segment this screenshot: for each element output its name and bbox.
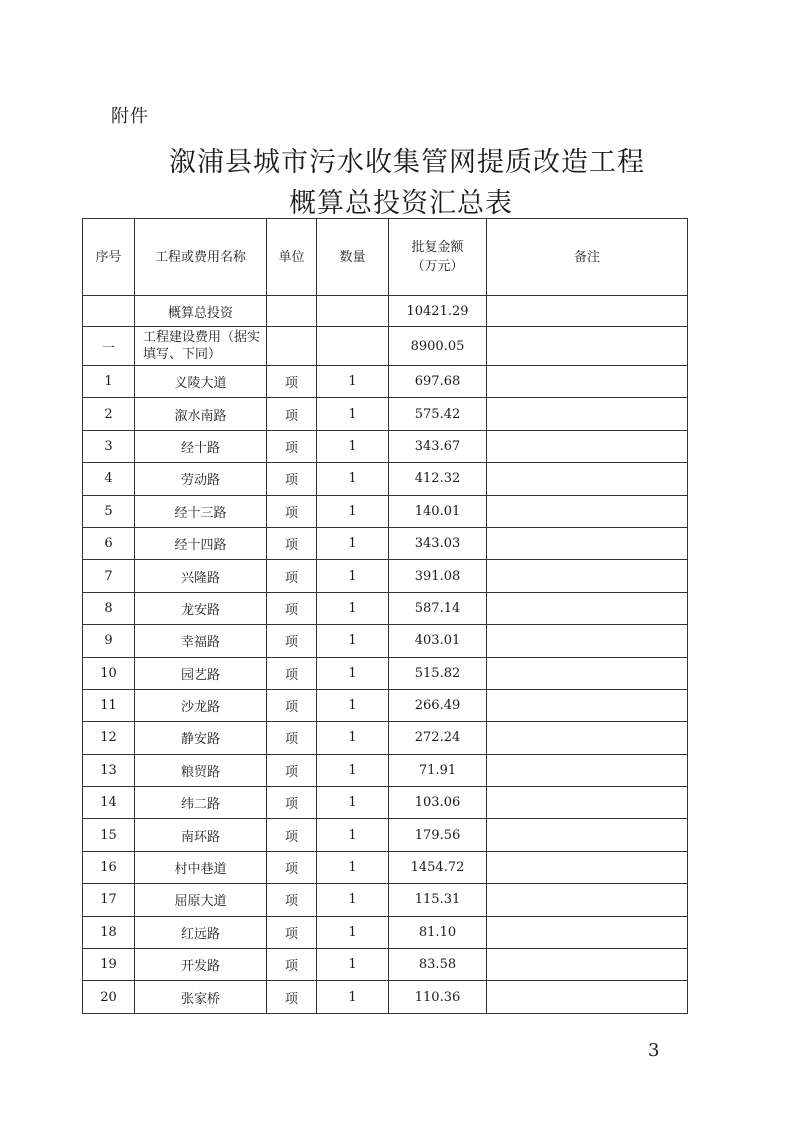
cell-qty: 1 bbox=[317, 722, 389, 754]
cell-seq: 3 bbox=[83, 430, 135, 462]
section-name: 工程建设费用（据实填写、下同） bbox=[135, 327, 267, 366]
section-unit bbox=[267, 327, 317, 366]
table-row bbox=[83, 560, 688, 592]
cell-amount: 140.01 bbox=[389, 495, 487, 527]
cell-qty: 1 bbox=[317, 366, 389, 398]
cell-unit: 项 bbox=[267, 787, 317, 819]
table-row bbox=[83, 722, 688, 754]
total-name: 概算总投资 bbox=[135, 296, 267, 327]
cell-remarks bbox=[487, 754, 688, 786]
table-row bbox=[83, 592, 688, 624]
cell-name: 屈原大道 bbox=[135, 884, 267, 916]
section-qty bbox=[317, 327, 389, 366]
cell-seq: 12 bbox=[83, 722, 135, 754]
cell-qty: 1 bbox=[317, 819, 389, 851]
cell-remarks bbox=[487, 689, 688, 721]
cell-remarks bbox=[487, 592, 688, 624]
cell-amount: 587.14 bbox=[389, 592, 487, 624]
investment-summary-table bbox=[82, 218, 688, 1014]
cell-seq: 18 bbox=[83, 916, 135, 948]
cell-amount: 343.03 bbox=[389, 527, 487, 559]
section-remarks bbox=[487, 327, 688, 366]
cell-unit: 项 bbox=[267, 754, 317, 786]
table-row bbox=[83, 819, 688, 851]
table-row bbox=[83, 949, 688, 981]
cell-amount: 343.67 bbox=[389, 430, 487, 462]
table-row bbox=[83, 851, 688, 883]
table-row bbox=[83, 884, 688, 916]
table-row bbox=[83, 398, 688, 430]
cell-name: 红远路 bbox=[135, 916, 267, 948]
cell-seq: 5 bbox=[83, 495, 135, 527]
cell-unit: 项 bbox=[267, 366, 317, 398]
cell-seq: 11 bbox=[83, 689, 135, 721]
cell-remarks bbox=[487, 819, 688, 851]
table-row bbox=[83, 463, 688, 495]
cell-name: 粮贸路 bbox=[135, 754, 267, 786]
cell-remarks bbox=[487, 430, 688, 462]
cell-remarks bbox=[487, 495, 688, 527]
cell-qty: 1 bbox=[317, 527, 389, 559]
cell-qty: 1 bbox=[317, 689, 389, 721]
document-title: 溆浦县城市污水收集管网提质改造工程 bbox=[169, 147, 645, 178]
table-row bbox=[83, 754, 688, 786]
cell-qty: 1 bbox=[317, 754, 389, 786]
cell-unit: 项 bbox=[267, 592, 317, 624]
cell-qty: 1 bbox=[317, 884, 389, 916]
section-row bbox=[83, 327, 688, 366]
table-row bbox=[83, 366, 688, 398]
cell-name: 经十四路 bbox=[135, 527, 267, 559]
cell-unit: 项 bbox=[267, 689, 317, 721]
cell-remarks bbox=[487, 366, 688, 398]
cell-name: 静安路 bbox=[135, 722, 267, 754]
cell-amount: 412.32 bbox=[389, 463, 487, 495]
cell-name: 溆水南路 bbox=[135, 398, 267, 430]
cell-remarks bbox=[487, 787, 688, 819]
cell-seq: 20 bbox=[83, 981, 135, 1013]
cell-name: 沙龙路 bbox=[135, 689, 267, 721]
cell-unit: 项 bbox=[267, 527, 317, 559]
section-seq: 一 bbox=[83, 327, 135, 366]
cell-amount: 83.58 bbox=[389, 949, 487, 981]
header-unit: 单位 bbox=[267, 219, 317, 296]
cell-unit: 项 bbox=[267, 625, 317, 657]
page-number: 3 bbox=[648, 1040, 660, 1061]
table-row bbox=[83, 495, 688, 527]
cell-seq: 1 bbox=[83, 366, 135, 398]
attachment-label: 附件 bbox=[111, 106, 149, 127]
cell-seq: 19 bbox=[83, 949, 135, 981]
cell-qty: 1 bbox=[317, 916, 389, 948]
cell-remarks bbox=[487, 625, 688, 657]
cell-name: 经十路 bbox=[135, 430, 267, 462]
cell-unit: 项 bbox=[267, 657, 317, 689]
total-amount: 10421.29 bbox=[389, 296, 487, 327]
cell-remarks bbox=[487, 722, 688, 754]
cell-amount: 272.24 bbox=[389, 722, 487, 754]
total-unit bbox=[267, 296, 317, 327]
cell-remarks bbox=[487, 981, 688, 1013]
cell-remarks bbox=[487, 463, 688, 495]
cell-seq: 17 bbox=[83, 884, 135, 916]
section-amount: 8900.05 bbox=[389, 327, 487, 366]
header-amount bbox=[389, 219, 487, 296]
total-remarks bbox=[487, 296, 688, 327]
cell-amount: 391.08 bbox=[389, 560, 487, 592]
cell-unit: 项 bbox=[267, 884, 317, 916]
cell-qty: 1 bbox=[317, 592, 389, 624]
cell-remarks bbox=[487, 884, 688, 916]
cell-seq: 6 bbox=[83, 527, 135, 559]
cell-amount: 110.36 bbox=[389, 981, 487, 1013]
total-qty bbox=[317, 296, 389, 327]
cell-seq: 9 bbox=[83, 625, 135, 657]
cell-qty: 1 bbox=[317, 463, 389, 495]
cell-amount: 1454.72 bbox=[389, 851, 487, 883]
cell-name: 园艺路 bbox=[135, 657, 267, 689]
table-header-row bbox=[83, 219, 688, 296]
cell-remarks bbox=[487, 916, 688, 948]
cell-unit: 项 bbox=[267, 949, 317, 981]
cell-name: 兴隆路 bbox=[135, 560, 267, 592]
cell-amount: 266.49 bbox=[389, 689, 487, 721]
total-seq bbox=[83, 296, 135, 327]
cell-qty: 1 bbox=[317, 430, 389, 462]
cell-seq: 10 bbox=[83, 657, 135, 689]
cell-qty: 1 bbox=[317, 981, 389, 1013]
cell-amount: 697.68 bbox=[389, 366, 487, 398]
cell-seq: 4 bbox=[83, 463, 135, 495]
header-name: 工程或费用名称 bbox=[135, 219, 267, 296]
cell-seq: 7 bbox=[83, 560, 135, 592]
cell-qty: 1 bbox=[317, 560, 389, 592]
cell-qty: 1 bbox=[317, 625, 389, 657]
cell-amount: 403.01 bbox=[389, 625, 487, 657]
cell-amount: 103.06 bbox=[389, 787, 487, 819]
header-amount-line2: （万元） bbox=[411, 259, 464, 274]
cell-unit: 项 bbox=[267, 819, 317, 851]
cell-unit: 项 bbox=[267, 398, 317, 430]
table-row bbox=[83, 625, 688, 657]
cell-unit: 项 bbox=[267, 981, 317, 1013]
cell-name: 劳动路 bbox=[135, 463, 267, 495]
table-row bbox=[83, 689, 688, 721]
cell-seq: 8 bbox=[83, 592, 135, 624]
header-amount-line1: 批复金额 bbox=[411, 240, 464, 255]
cell-remarks bbox=[487, 949, 688, 981]
cell-name: 义陵大道 bbox=[135, 366, 267, 398]
cell-unit: 项 bbox=[267, 851, 317, 883]
cell-seq: 14 bbox=[83, 787, 135, 819]
table-row bbox=[83, 657, 688, 689]
cell-name: 龙安路 bbox=[135, 592, 267, 624]
document-subtitle: 概算总投资汇总表 bbox=[289, 188, 513, 219]
cell-remarks bbox=[487, 398, 688, 430]
header-seq: 序号 bbox=[83, 219, 135, 296]
cell-qty: 1 bbox=[317, 851, 389, 883]
table-row bbox=[83, 430, 688, 462]
cell-amount: 575.42 bbox=[389, 398, 487, 430]
cell-amount: 515.82 bbox=[389, 657, 487, 689]
cell-qty: 1 bbox=[317, 398, 389, 430]
table-row bbox=[83, 527, 688, 559]
cell-remarks bbox=[487, 527, 688, 559]
total-row bbox=[83, 296, 688, 327]
cell-qty: 1 bbox=[317, 657, 389, 689]
cell-seq: 16 bbox=[83, 851, 135, 883]
table-row bbox=[83, 916, 688, 948]
cell-name: 张家桥 bbox=[135, 981, 267, 1013]
header-qty: 数量 bbox=[317, 219, 389, 296]
cell-remarks bbox=[487, 657, 688, 689]
cell-qty: 1 bbox=[317, 787, 389, 819]
table-row bbox=[83, 787, 688, 819]
cell-seq: 13 bbox=[83, 754, 135, 786]
cell-name: 村中巷道 bbox=[135, 851, 267, 883]
cell-unit: 项 bbox=[267, 463, 317, 495]
cell-seq: 2 bbox=[83, 398, 135, 430]
cell-name: 幸福路 bbox=[135, 625, 267, 657]
cell-name: 南环路 bbox=[135, 819, 267, 851]
table-row bbox=[83, 981, 688, 1013]
cell-unit: 项 bbox=[267, 495, 317, 527]
header-remarks: 备注 bbox=[487, 219, 688, 296]
cell-unit: 项 bbox=[267, 722, 317, 754]
cell-amount: 81.10 bbox=[389, 916, 487, 948]
cell-qty: 1 bbox=[317, 949, 389, 981]
cell-amount: 71.91 bbox=[389, 754, 487, 786]
cell-unit: 项 bbox=[267, 560, 317, 592]
cell-unit: 项 bbox=[267, 916, 317, 948]
cell-remarks bbox=[487, 851, 688, 883]
cell-remarks bbox=[487, 560, 688, 592]
cell-unit: 项 bbox=[267, 430, 317, 462]
cell-amount: 179.56 bbox=[389, 819, 487, 851]
cell-name: 纬二路 bbox=[135, 787, 267, 819]
cell-amount: 115.31 bbox=[389, 884, 487, 916]
cell-seq: 15 bbox=[83, 819, 135, 851]
cell-name: 开发路 bbox=[135, 949, 267, 981]
cell-name: 经十三路 bbox=[135, 495, 267, 527]
cell-qty: 1 bbox=[317, 495, 389, 527]
